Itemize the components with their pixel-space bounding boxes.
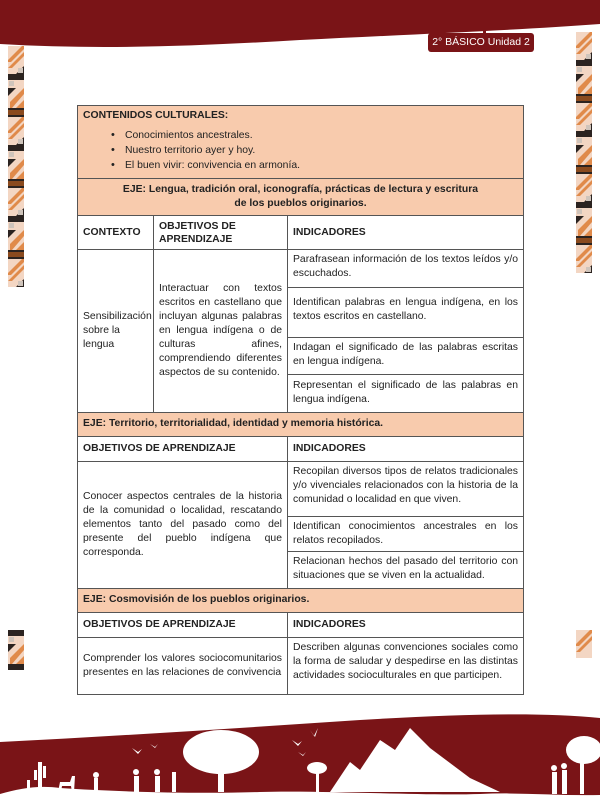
eje-lengua-header-row	[78, 216, 523, 250]
indicador-item: Indagan el significado de las palabras escritas en lengua indígena.	[288, 338, 523, 375]
footer-landscape-banner	[0, 700, 600, 800]
indicadores-list	[288, 462, 523, 588]
indicador-item: Parafrasean información de los textos leídos y/o escuchados.	[288, 250, 523, 288]
column-header-objetivos: OBJETIVOS DE APRENDIZAJE	[78, 437, 288, 461]
column-header-indicadores: INDICADORES	[293, 619, 366, 630]
column-header-objetivos: OBJETIVOS DE APRENDIZAJE	[154, 216, 288, 249]
contexto-cell: Sensibilización sobre la lengua	[78, 250, 154, 412]
objetivo-cell: Conocer aspectos centrales de la historia de la comunidad o localidad, rescatando elementos tanto del pasado como del presente del pueblo indígena que corresponda.	[78, 462, 288, 588]
right-decorative-border-lower	[576, 630, 592, 680]
indicadores-list	[288, 250, 523, 412]
list-item: • Conocimientos ancestrales.	[113, 128, 518, 143]
eje-territorio-heading	[78, 413, 523, 437]
list-item: • El buen vivir: convivencia en armonía.	[113, 158, 518, 173]
column-header-contexto: CONTEXTO	[78, 216, 154, 249]
eje-lengua-content-row	[78, 250, 523, 413]
eje-territorio-content-row	[78, 462, 523, 589]
objetivo-cell: Comprender los valores sociocomunitarios presentes en las relaciones de convivencia	[78, 638, 288, 694]
contenidos-title: CONTENIDOS CULTURALES:	[83, 110, 229, 121]
column-header-objetivos: OBJETIVOS DE APRENDIZAJE	[78, 613, 288, 637]
eje-territorio-header-row	[78, 437, 523, 462]
column-header-indicadores: INDICADORES	[293, 443, 366, 454]
eje-cosmovision-heading	[78, 589, 523, 613]
indicador-item: Describen algunas convenciones sociales como la forma de saludar y despedirse en las distintas actividades socioculturales en que participen.	[293, 642, 518, 681]
contenidos-list	[83, 128, 518, 173]
objetivo-cell: Interactuar con textos escritos en castellano que incluyan algunas palabras en lengua indígena o de culturas afines, comprendiendo diferentes aspectos de su contenido.	[154, 250, 288, 412]
indicador-item: Relacionan hechos del pasado del territorio con situaciones que se viven en la actualidad.	[293, 556, 518, 581]
contenidos-culturales-section	[78, 106, 523, 179]
indicador-item: Identifican palabras en lengua indígena, en los textos escritos en castellano.	[288, 288, 523, 338]
column-header-indicadores: INDICADORES	[293, 226, 366, 238]
indicador-item: Identifican conocimientos ancestrales en los relatos recopilados.	[288, 517, 523, 552]
indicador-item: Recopilan diversos tipos de relatos tradicionales y/o vivenciales relacionados con la historia de la comunidad o localidad en que viven.	[288, 462, 523, 517]
unit-label-badge: 2° BÁSICO Unidad 2	[428, 33, 534, 52]
list-item: • Nuestro territorio ayer y hoy.	[113, 143, 518, 158]
left-decorative-border-lower	[8, 630, 24, 700]
left-decorative-border	[8, 46, 24, 376]
eje-title: EJE: Territorio, territorialidad, identidad y memoria histórica.	[83, 418, 384, 429]
curriculum-table	[77, 105, 524, 695]
eje-cosmovision-content-row	[78, 638, 523, 694]
eje-title: EJE: Lengua, tradición oral, iconografía, prácticas de lectura y escritura de los pueblos originarios.	[122, 184, 479, 209]
eje-cosmovision-header-row	[78, 613, 523, 638]
eje-lengua-heading	[78, 179, 523, 216]
eje-title: EJE: Cosmovisión de los pueblos originarios.	[83, 594, 310, 605]
indicador-item: Representan el significado de las palabras en lengua indígena.	[293, 380, 518, 405]
right-decorative-border	[576, 32, 592, 375]
